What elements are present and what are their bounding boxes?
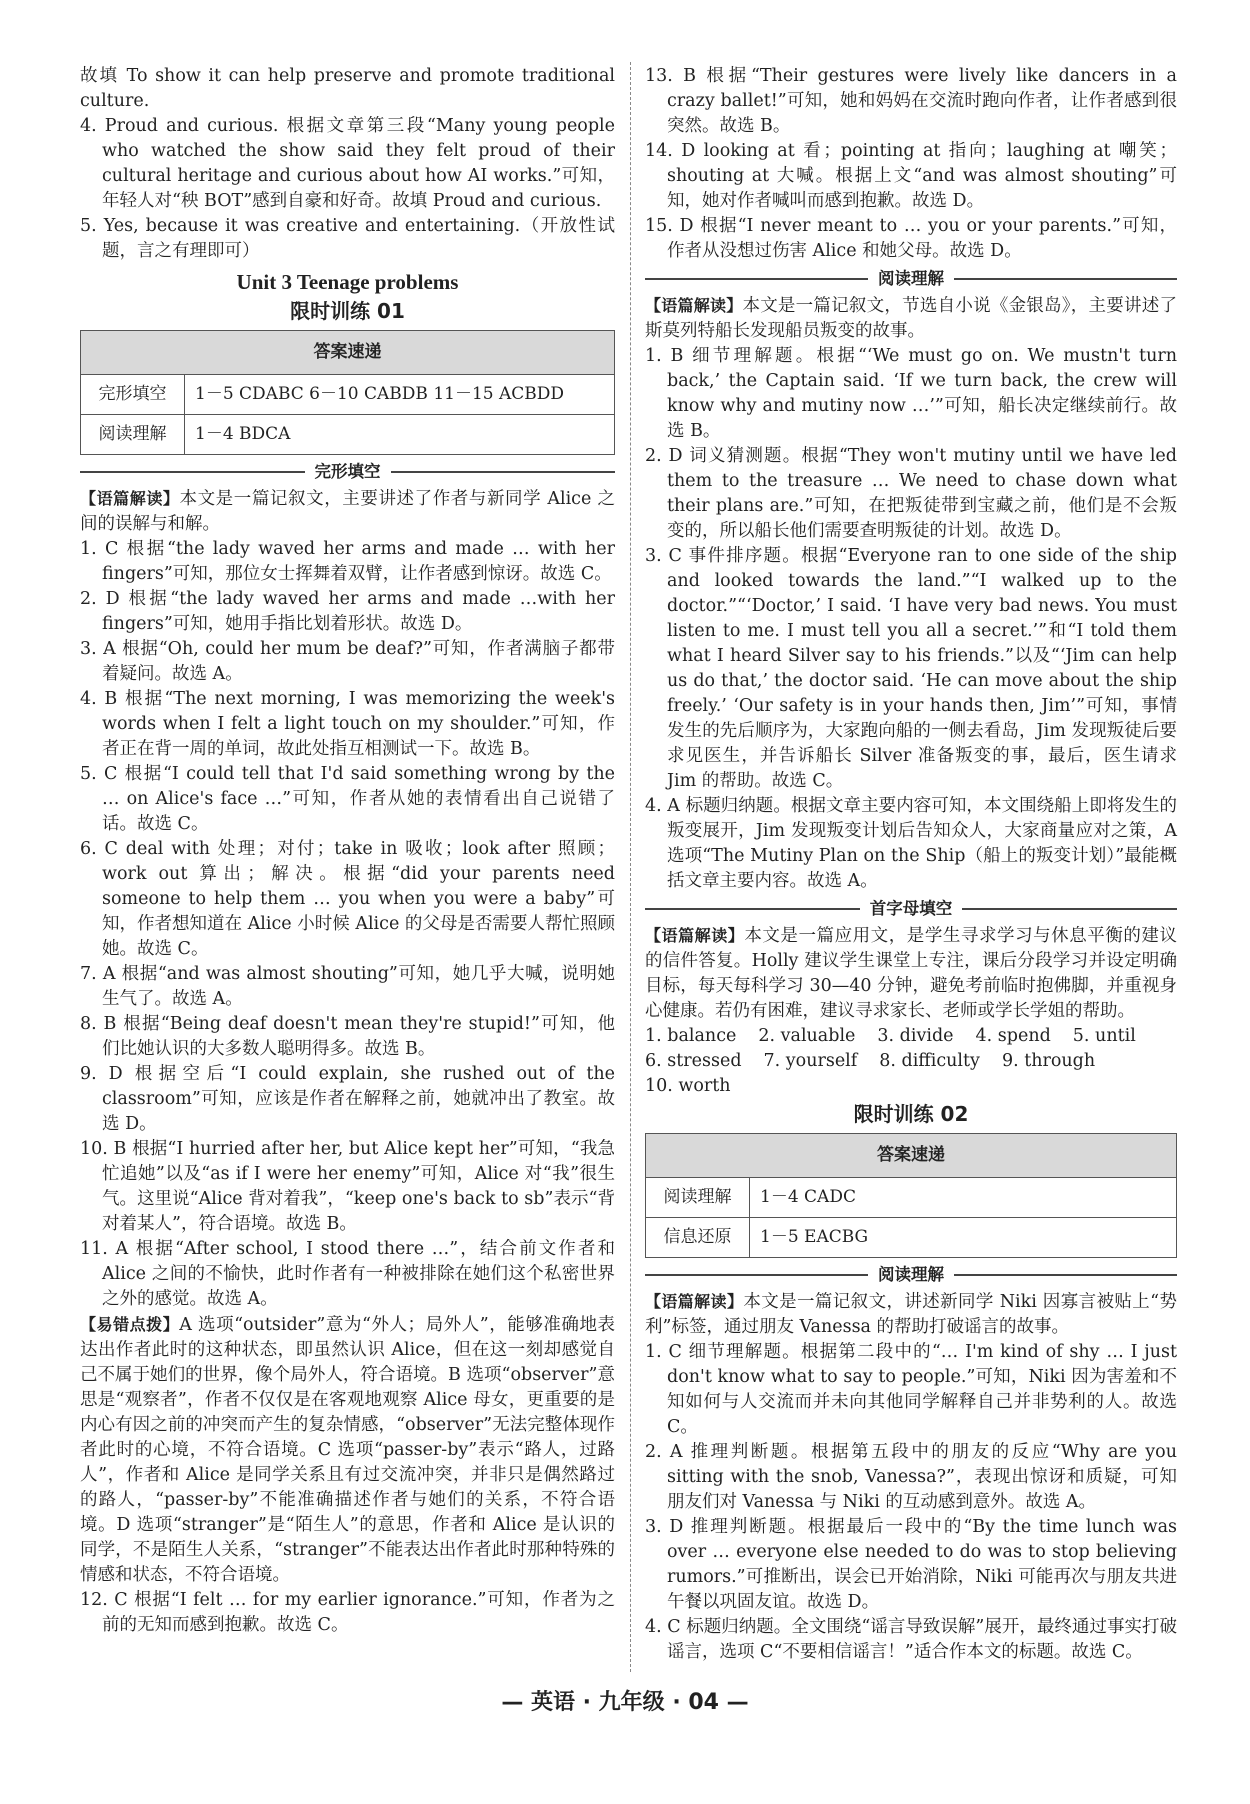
mistake-text: A 选项“outsider”意为“外人；局外人”，能够准确地表达出作者此时的这种状态，即虽然认识 Alice，但在这一刻却感觉自己不属于她们的世界，像个局外人，符合语境。B 选项“observer”意思是“观察者”，作者不仅仅是在客观地观察 Alice 母女，更重要的是内心有因之前的冲突而产生的复杂情感，“observer”无法完整体现作者此时的心境，不符合语境。C 选项“passer-by”表示“路人，过路人”，作者和 Alice 是同学关系且有过交流冲突，并非只是偶然路过的路人，“passer-by”不能准确描述作者与她们的关系，不符合语境。D 选项“stranger”是“陌生人”的意思，作者和 Alice 是认识的同学，不是陌生人关系，“stranger”不能表达出作者此时那种特殊的情感和状态，不符合语境。 (80, 1315, 615, 1585)
blank-answer: 1. balance (645, 1026, 737, 1046)
cloze-item: 15. D 根据“I never meant to … you or your parents.”可知，作者从没想过伤害 Alice 和她父母。故选 D。 (645, 216, 1177, 261)
analysis-tag: 【语篇解读】 (645, 296, 743, 315)
left-column (80, 64, 615, 1638)
blank-answer: 9. through (1001, 1051, 1096, 1071)
table-row (81, 375, 615, 415)
reading-item: 4. A 标题归纳题。根据文章主要内容可知，本文围绕船上即将发生的叛变展开，Jim 发现叛变计划后告知众人，大家商量应对之策，A 选项“The Mutiny Plan on the Ship（船上的叛变计划）”最能概括文章主要内容。故选 A。 (645, 796, 1177, 891)
cloze-item: 5. C 根据“I could tell that I'd said something wrong by the … on Alice's face …”可知，作者从她的表情看出自己说错了话。故选 C。 (80, 764, 615, 834)
cloze-item: 8. B 根据“Being deaf doesn't mean they're stupid!”可知，他们比她认识的大多数人聪明得多。故选 B。 (80, 1014, 615, 1059)
table-row (81, 415, 615, 455)
cloze-item: 6. C deal with 处理；对付；take in 吸收；look after 照顾；work out 算出；解决。根据“did your parents need someone to help them … you when you were a baby”可知，作者想知道在 Alice 小时候 Alice 的父母是否需要人帮忙照顾她。故选 C。 (80, 839, 615, 959)
blank-answer: 6. stressed (645, 1051, 742, 1071)
analysis-text: 本文是一篇记叙文，主要讲述了作者与新同学 Alice 之间的误解与和解。 (80, 489, 615, 534)
reading-items (645, 344, 1177, 894)
blank-answer: 10. worth (645, 1076, 731, 1096)
intro-line: 故填 To show it can help preserve and promote traditional culture. (80, 66, 615, 111)
analysis-tag: 【语篇解读】 (80, 489, 180, 508)
cloze-item: 9. D 根据空后“I could explain, she rushed out of the classroom”可知，应该是作者在解释之前，她就冲出了教室。故选 D。 (80, 1064, 615, 1134)
blank-section-heading: 首字母填空 (645, 896, 1177, 921)
blank-answer: 8. difficulty (879, 1051, 980, 1071)
left-top-items (80, 114, 615, 264)
set1-title: 限时训练 01 (290, 299, 405, 323)
reading-item: 3. C 事件排序题。根据“Everyone ran to one side of the ship and looked towards the land.”“I walked up to the doctor.”“‘Doctor,’ I said. ‘I have very bad news. You must listen to me. I must tell you all a secret.’”和“I told them what I heard Silver say to his friends.”以及“‘Jim can help us do that,’ the doctor said. ‘He can move about the ship freely.’ ‘Our safety is in your hands then, Jim’”可知，事情发生的先后顺序为，大家跑向船的一侧去看岛，Jim 发现叛徒后要求见医生，并告诉船长 Silver 准备叛变的事，最后，医生请求 Jim 的帮助。故选 C。 (645, 546, 1177, 791)
reading2-items (645, 1340, 1177, 1665)
answer-item: 5. Yes, because it was creative and entertaining.（开放性试题，言之有理即可） (80, 216, 615, 261)
table-cell-value: 1－5 EACBG (750, 1218, 1177, 1258)
table-header: 答案速递 (646, 1134, 1177, 1178)
table-cell-label: 完形填空 (81, 375, 185, 415)
cloze-items-continued (645, 64, 1177, 264)
cloze-item: 4. B 根据“The next morning, I was memorizing the week's words when I felt a light touch on my shoulder.”可知，作者正在背一周的单词，故此处指互相测试一下。故选 B。 (80, 689, 615, 759)
table-header: 答案速递 (81, 331, 615, 375)
reading2-analysis (645, 1289, 1177, 1340)
cloze-item: 1. C 根据“the lady waved her arms and made … with her fingers”可知，那位女士挥舞着双臂，让作者感到惊讶。故选 C。 (80, 539, 615, 584)
reading-item: 2. D 词义猜测题。根据“They won't mutiny until we have led them to the treasure … We need to chase down what their plans are.”可知，在把叛徒带到宝藏之前，他们是不会叛变的，所以船长他们需要查明叛徒的计划。故选 D。 (645, 446, 1177, 541)
reading-section-heading: 阅读理解 (645, 266, 1177, 291)
blank-analysis (645, 923, 1177, 1024)
right-column (645, 64, 1177, 1665)
mistake-tip (80, 1312, 615, 1588)
cloze-item: 10. B 根据“I hurried after her, but Alice kept her”可知，“我急忙追她”以及“as if I were her enemy”可知，Alice 对“我”很生气。这里说“Alice 背对着我”，“keep one's back to sb”表示“背对着某人”，符合语境。故选 B。 (80, 1139, 615, 1234)
page-footer: — 英语 · 九年级 · 04 — (501, 1690, 749, 1715)
table-cell-label: 阅读理解 (81, 415, 185, 455)
reading-analysis (645, 293, 1177, 344)
blank-answer: 4. spend (975, 1026, 1051, 1046)
table-row (646, 1178, 1177, 1218)
blank-answers (645, 1024, 1177, 1099)
cloze-item-12: 12. C 根据“I felt … for my earlier ignorance.”可知，作者为之前的无知而感到抱歉。故选 C。 (80, 1590, 615, 1635)
set2-answer-table (645, 1133, 1177, 1258)
reading-item: 1. B 细节理解题。根据“‘We must go on. We mustn't turn back,’ the Captain said. ‘If we turn back, the crew will know why and mutiny now …’”可知，船长决定继续前行。故选 B。 (645, 346, 1177, 441)
cloze-items (80, 537, 615, 1312)
cloze-section-heading: 完形填空 (80, 459, 615, 484)
reading2-item: 3. D 推理判断题。根据最后一段中的“By the time lunch was over … everyone else needed to do was to stop believing rumors.”可推断出，误会已开始消除，Niki 可能再次与朋友共进午餐以巩固友谊。故选 D。 (645, 1517, 1177, 1612)
reading2-section-heading: 阅读理解 (645, 1262, 1177, 1287)
analysis-text: 本文是一篇记叙文，节选自小说《金银岛》，主要讲述了斯莫列特船长发现船员叛变的故事。 (645, 296, 1177, 341)
analysis-text: 本文是一篇应用文，是学生寻求学习与休息平衡的建议的信件答复。Holly 建议学生课堂上专注，课后分段学习并设定明确目标，每天每科学习 30—40 分钟，避免考前临时抱佛脚，并重视身心健康。若仍有困难，建议寻求家长、老师或学长学姐的帮助。 (645, 926, 1177, 1021)
cloze-analysis (80, 486, 615, 537)
blank-answer: 2. valuable (758, 1026, 856, 1046)
reading2-item: 2. A 推理判断题。根据第五段中的朋友的反应“Why are you sitting with the snob, Vanessa?”，表现出惊讶和质疑，可知朋友们对 Vanessa 与 Niki 的互动感到意外。故选 A。 (645, 1442, 1177, 1512)
table-cell-value: 1－4 CADC (750, 1178, 1177, 1218)
cloze-item: 7. A 根据“and was almost shouting”可知，她几乎大喊，说明她生气了。故选 A。 (80, 964, 615, 1009)
unit-title: Unit 3 Teenage problems (236, 270, 459, 294)
column-divider (630, 62, 631, 1672)
mistake-tag: 【易错点拨】 (80, 1315, 180, 1334)
cloze-item: 11. A 根据“After school, I stood there …”，结合前文作者和 Alice 之间的不愉快，此时作者有一种被排除在她们这个私密世界之外的感觉。故选 A。 (80, 1239, 615, 1309)
blank-answer: 7. yourself (763, 1051, 858, 1071)
cloze-item: 13. B 根据“Their gestures were lively like dancers in a crazy ballet!”可知，她和妈妈在交流时跑向作者，让作者感到很突然。故选 B。 (645, 66, 1177, 136)
table-row (646, 1218, 1177, 1258)
analysis-text: 本文是一篇记叙文，讲述新同学 Niki 因寡言被贴上“势利”标签，通过朋友 Vanessa 的帮助打破谣言的故事。 (645, 1292, 1177, 1337)
answer-item: 4. Proud and curious. 根据文章第三段“Many young people who watched the show said they felt proud of their cultural heritage and curious about how AI works.”可知，年轻人对“秧 BOT”感到自豪和好奇。故填 Proud and curious. (80, 116, 615, 211)
analysis-tag: 【语篇解读】 (645, 926, 745, 945)
blank-answer: 3. divide (877, 1026, 954, 1046)
cloze-item: 14. D looking at 看；pointing at 指向；laughing at 嘲笑；shouting at 大喊。根据上文“and was almost shouting”可知，她对作者喊叫而感到抱歉。故选 D。 (645, 141, 1177, 211)
table-cell-label: 信息还原 (646, 1218, 750, 1258)
reading2-item: 4. C 标题归纳题。全文围绕“谣言导致误解”展开，最终通过事实打破谣言，选项 C“不要相信谣言！”适合作本文的标题。故选 C。 (645, 1617, 1177, 1662)
table-cell-label: 阅读理解 (646, 1178, 750, 1218)
table-cell-value: 1－4 BDCA (185, 415, 615, 455)
set1-answer-table (80, 330, 615, 455)
cloze-item: 2. D 根据“the lady waved her arms and made …with her fingers”可知，她用手指比划着形状。故选 D。 (80, 589, 615, 634)
table-cell-value: 1－5 CDABC 6－10 CABDB 11－15 ACBDD (185, 375, 615, 415)
reading2-item: 1. C 细节理解题。根据第二段中的“… I'm kind of shy … I just don't know what to say to people.”可知，Niki 因为害羞和不知如何与人交流而并未向其他同学解释自己并非势利的人。故选 C。 (645, 1342, 1177, 1437)
set2-title: 限时训练 02 (853, 1102, 969, 1126)
analysis-tag: 【语篇解读】 (645, 1292, 744, 1311)
cloze-item: 3. A 根据“Oh, could her mum be deaf?”可知，作者满脑子都带着疑问。故选 A。 (80, 639, 615, 684)
blank-answer: 5. until (1072, 1026, 1136, 1046)
